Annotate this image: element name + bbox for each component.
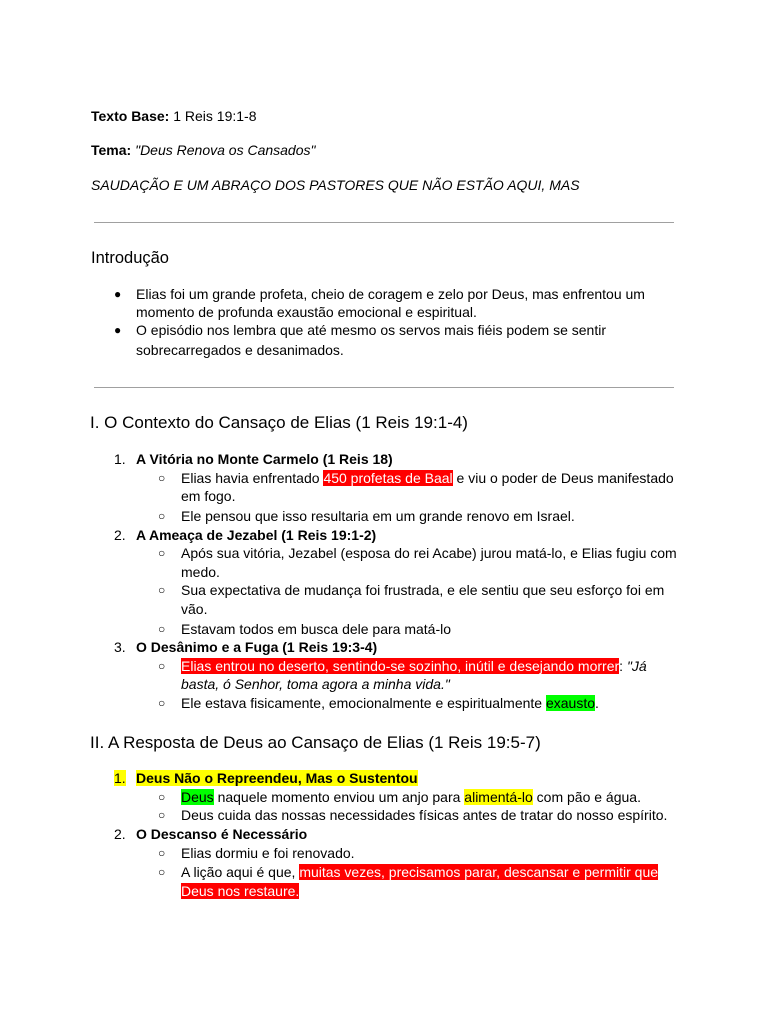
tema-value: "Deus Renova os Cansados" [135,142,316,158]
list-item-title [136,825,307,844]
hollow-circle-icon: ○ [158,846,166,860]
intro-bullet-1-line-1: Elias foi um grande profeta, cheio de coragem e zelo por Deus, mas enfrentou um [136,286,645,302]
list-item-title-text: O Descanso é Necessário [136,826,308,842]
hollow-circle-icon: ○ [158,622,166,636]
hollow-circle-icon: ○ [158,509,166,523]
sub-item-line [181,694,599,713]
list-item-title [136,769,418,788]
sub-item-line: Sua expectativa de mudança foi frustrada, e ele sentiu que seu esforço foi em [181,582,665,598]
sub-item-line [181,675,450,694]
sub-item-line: vão. [181,601,208,617]
quote-text: basta, ó Senhor, toma agora a minha vida." [181,676,450,692]
section-1-heading: I. O Contexto do Cansaço de Elias (1 Reis 19:1-4) [90,413,468,432]
sub-item-text: e viu o poder de Deus manifestado [452,470,674,486]
intro-bullet-2-line-1: O episódio nos lembra que até mesmo os servos mais fiéis podem se sentir [136,322,606,338]
hollow-circle-icon: ○ [158,583,166,597]
horizontal-rule [94,387,674,388]
bullet-icon: ● [114,323,122,337]
list-item-title [136,638,377,657]
sub-item-text: Ele estava fisicamente, emocionalmente e espiritualmente [181,695,546,711]
list-item-title-text: O Desânimo e a Fuga (1 Reis 19:3-4) [136,639,378,655]
list-number: 1. [114,451,126,467]
sub-item-line: Elias dormiu e foi renovado. [181,845,355,861]
hollow-circle-icon: ○ [158,471,166,485]
list-number: 2. [114,527,126,543]
sub-item-line: medo. [181,564,220,580]
hollow-circle-icon: ○ [158,790,166,804]
horizontal-rule [94,222,674,223]
sub-item-text: : [619,658,627,674]
sub-item-text: Elias havia enfrentado [181,470,324,486]
hollow-circle-icon: ○ [158,546,166,560]
saudacao-text: SAUDAÇÃO E UM ABRAÇO DOS PASTORES QUE NÃO ESTÃO AQUI, MAS [91,177,580,193]
texto-base-line [91,107,257,126]
texto-base-label: Texto Base: [91,108,170,124]
intro-heading: Introdução [91,249,169,267]
list-item-title-text: A Ameaça de Jezabel (1 Reis 19:1-2) [136,527,377,543]
sub-item-line [181,788,641,807]
highlight-red: Deus nos restaure. [181,883,300,899]
list-item-title-text: A Vitória no Monte Carmelo (1 Reis 18) [136,451,393,467]
list-number: 2. [114,826,126,842]
list-number: 3. [114,639,126,655]
intro-bullet-2-line-2: sobrecarregados e desanimados. [136,342,344,358]
sub-item-line [181,657,647,676]
saudacao-line [91,176,580,195]
highlight-red: 450 profetas de Baal [323,470,453,486]
sub-item-line [181,469,674,488]
list-item-title [136,526,376,545]
hollow-circle-icon: ○ [158,659,166,673]
highlight-green: Deus [181,789,214,805]
hollow-circle-icon: ○ [158,865,166,879]
list-item-title-text: Deus Não o Repreendeu, Mas o Sustentou [136,770,418,786]
highlight-red: muitas vezes, precisamos parar, descansar e permitir que [299,864,659,880]
tema-label: Tema: [91,142,132,158]
highlight-red: Elias entrou no deserto, sentindo-se sozinho, inútil e desejando morrer [181,658,620,674]
texto-base-value: 1 Reis 19:1-8 [169,108,257,124]
sub-item-text: . [595,695,599,711]
sub-item-line: em fogo. [181,488,236,504]
tema-line [91,141,315,160]
sub-item-text: naquele momento enviou um anjo para [213,789,465,805]
sub-item-text: A lição aqui é que, [181,864,300,880]
list-number [114,769,126,788]
sub-item-text: com pão e água. [532,789,641,805]
sub-item-line: Estavam todos em busca dele para matá-lo [181,621,452,637]
list-item-title [136,450,393,469]
sub-item-line [181,863,658,882]
sub-item-line: Ele pensou que isso resultaria em um grande renovo em Israel. [181,508,575,524]
sub-item-line: Deus cuida das nossas necessidades físicas antes de tratar do nosso espírito. [181,807,668,823]
section-2-heading: II. A Resposta de Deus ao Cansaço de Elias (1 Reis 19:5-7) [90,733,541,752]
sub-item-line [181,882,299,901]
intro-bullet-1-line-2: momento de profunda exaustão emocional e espiritual. [136,304,477,320]
highlight-yellow: alimentá-lo [464,789,533,805]
highlight-green: exausto [545,695,596,711]
list-number-text: 1. [114,770,126,786]
sub-item-line: Após sua vitória, Jezabel (esposa do rei Acabe) jurou matá-lo, e Elias fugiu com [181,545,677,561]
hollow-circle-icon: ○ [158,808,166,822]
bullet-icon: ● [114,287,122,301]
hollow-circle-icon: ○ [158,696,166,710]
quote-text: "Já [626,658,647,674]
